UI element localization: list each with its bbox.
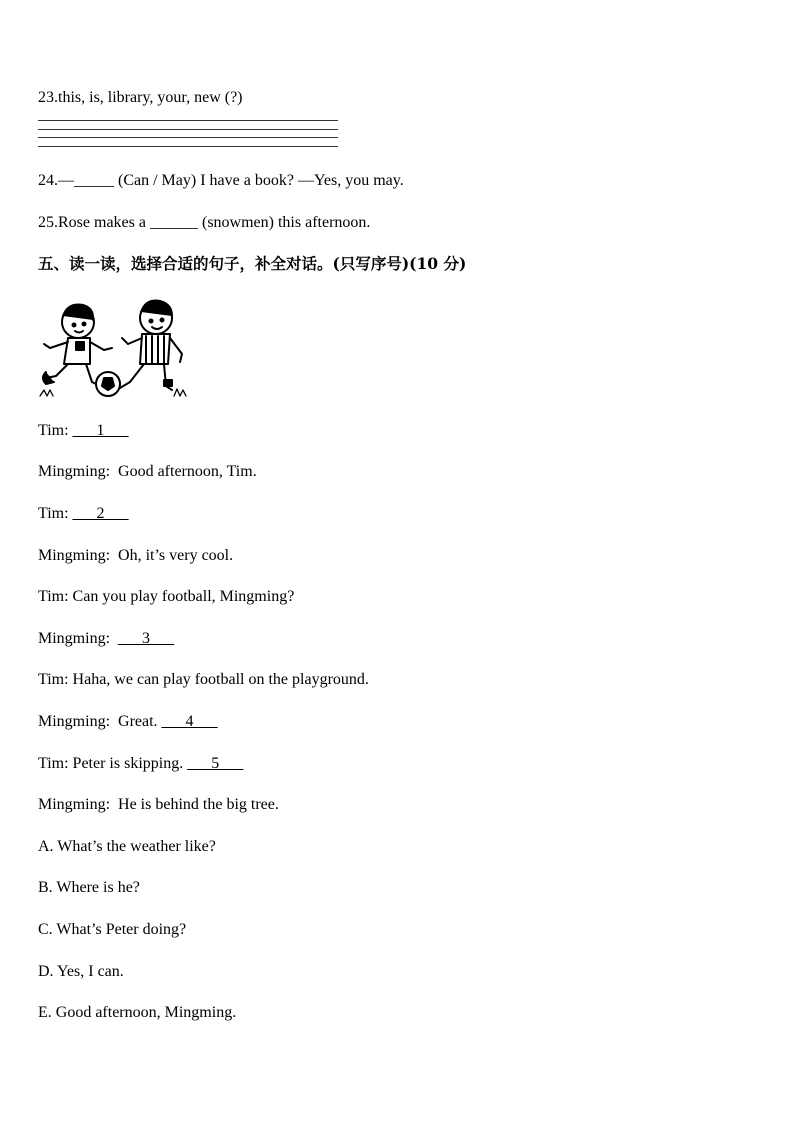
answer-writing-lines[interactable] [38, 120, 338, 156]
dialogue-line [38, 462, 257, 482]
dialogue-text: Great. [118, 713, 158, 730]
question-24-blank[interactable]: _____ [74, 172, 114, 189]
option-a: A. What’s the weather like? [38, 838, 216, 855]
dialogue-line [38, 754, 243, 774]
answer-blank-4[interactable]: ___4___ [161, 713, 218, 730]
question-24-text: (Can / May) I have a book? —Yes, you may. [118, 172, 404, 189]
question-25 [38, 213, 370, 233]
dialogue-text: Peter is skipping. [72, 755, 184, 772]
option-d: D. Yes, I can. [38, 963, 124, 980]
dialogue-text: Haha, we can play football on the playground. [72, 671, 369, 688]
dialogue-line [38, 629, 174, 649]
answer-blank-5[interactable]: ___5___ [187, 755, 244, 772]
question-23: 23.this, is, library, your, new (?) [38, 89, 243, 106]
question-25-blank[interactable]: ______ [149, 214, 198, 231]
question-25-text: (snowmen) this afternoon. [201, 214, 371, 231]
question-24 [38, 171, 404, 191]
boys-playing-football-illustration [38, 292, 193, 404]
dialogue-line [38, 670, 369, 690]
option-c: C. What’s Peter doing? [38, 921, 187, 938]
dialogue-line [38, 712, 218, 732]
dialogue-line [38, 587, 294, 607]
speaker-label: Mingming: [38, 630, 111, 647]
dialogue-text: Good afternoon, Tim. [118, 463, 257, 480]
option-e: E. Good afternoon, Mingming. [38, 1004, 237, 1021]
speaker-label: Tim: [38, 755, 69, 772]
speaker-label: Mingming: [38, 463, 111, 480]
speaker-label: Mingming: [38, 547, 111, 564]
speaker-label: Tim: [38, 588, 69, 605]
dialogue-text: Oh, it’s very cool. [118, 547, 234, 564]
dialogue-line [38, 795, 279, 815]
question-25-prefix: 25.Rose makes a [38, 214, 146, 231]
dialogue-line [38, 421, 129, 441]
speaker-label: Mingming: [38, 713, 111, 730]
answer-blank-1[interactable]: ___1___ [72, 422, 129, 439]
dialogue-line [38, 504, 129, 524]
speaker-label: Tim: [38, 422, 69, 439]
dialogue-text: Can you play football, Mingming? [72, 588, 295, 605]
speaker-label: Tim: [38, 505, 69, 522]
answer-blank-2[interactable]: ___2___ [72, 505, 129, 522]
question-24-prefix: 24.— [38, 172, 74, 189]
speaker-label: Mingming: [38, 796, 111, 813]
option-b: B. Where is he? [38, 879, 140, 896]
section-5-heading: 五、读一读，选择合适的句子，补全对话。(只写序号)(10 分) [38, 254, 467, 273]
answer-blank-3[interactable]: ___3___ [118, 630, 175, 647]
dialogue-line [38, 546, 233, 566]
dialogue-text: He is behind the big tree. [118, 796, 279, 813]
speaker-label: Tim: [38, 671, 69, 688]
